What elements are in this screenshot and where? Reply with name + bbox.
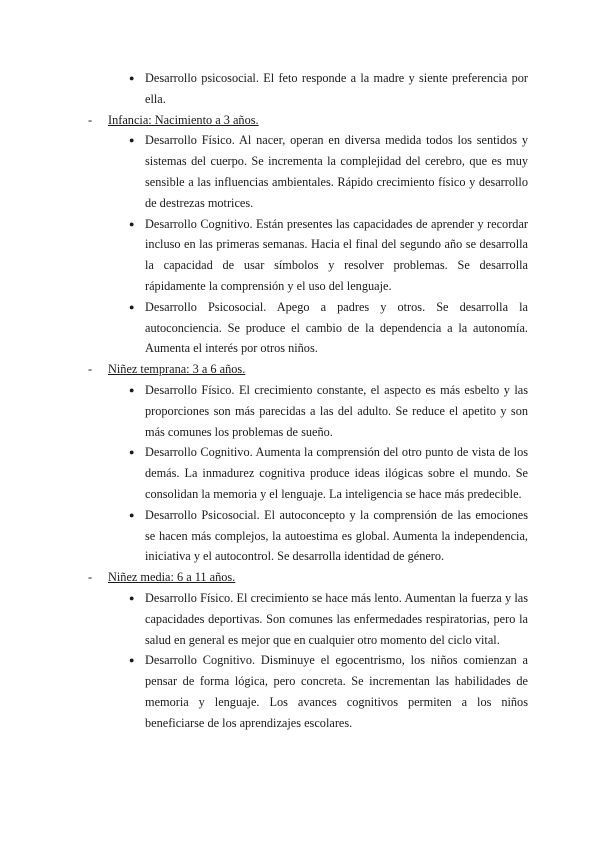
bullet-list <box>0 68 600 110</box>
list-item <box>129 442 528 504</box>
bullet-icon: ● <box>129 218 135 229</box>
list-item <box>129 650 528 733</box>
bullet-icon: ● <box>129 135 135 146</box>
bullet-list <box>0 588 600 734</box>
list-item-text: Desarrollo Psicosocial. Apego a padres y otros. Se desarrolla la autoconciencia. Se produce el cambio de la dependencia a la autonomía. Aumenta el interés por otros niños. <box>145 299 528 356</box>
section-heading-row <box>0 567 600 588</box>
section-heading: Infancia: Nacimiento a 3 años. <box>108 112 259 127</box>
section-heading: Niñez media: 6 a 11 años. <box>108 570 236 585</box>
bullet-icon: ● <box>129 384 135 395</box>
document-body <box>0 68 600 734</box>
list-item <box>129 380 528 442</box>
list-item-text: Desarrollo Físico. El crecimiento constante, el aspecto es más esbelto y las proporciones son más parecidas a las del adulto. Se reduce el apetito y son más comunes los problemas de sueño. <box>145 382 528 439</box>
list-item-text: Desarrollo Cognitivo. Aumenta la comprensión del otro punto de vista de los demás. La inmadurez cognitiva produce ideas ilógicas sobre el mundo. Se consolidan la memoria y el lenguaje. La inteligencia se hace más predecible. <box>145 445 528 501</box>
bullet-icon: ● <box>129 301 135 312</box>
list-item <box>129 505 528 567</box>
list-item <box>129 68 528 110</box>
dash-marker: - <box>88 570 93 585</box>
bullet-icon: ● <box>129 592 135 603</box>
list-item <box>129 588 528 650</box>
bullet-icon: ● <box>129 73 135 83</box>
list-item-text: Desarrollo Cognitivo. Están presentes las capacidades de aprender y recordar incluso en las primeras semanas. Hacia el final del segundo año se desarrolla la capacidad de usar símbolos y resolver problemas. Se desarrolla rápidamente la comprensión y el uso del lenguaje. <box>145 216 528 293</box>
bullet-list <box>0 380 600 567</box>
section-heading-row <box>0 110 600 131</box>
bullet-icon: ● <box>129 655 135 666</box>
bullet-icon: ● <box>129 447 135 458</box>
list-item-text: Desarrollo psicosocial. El feto responde a la madre y siente preferencia por ella. <box>145 71 528 106</box>
list-item-text: Desarrollo Físico. El crecimiento se hace más lento. Aumentan la fuerza y las capacidades deportivas. Son comunes las enfermedades respiratorias, pero la salud en general es mejor que en cualquier otro momento del ciclo vital. <box>145 590 528 647</box>
list-item-text: Desarrollo Psicosocial. El autoconcepto y la comprensión de las emociones se hacen más complejos, la autoestima es global. Aumenta la independencia, iniciativa y el autocontrol. Se desarrolla identidad de género. <box>145 507 528 564</box>
dash-marker: - <box>88 112 93 127</box>
bullet-list <box>0 130 600 359</box>
bullet-icon: ● <box>129 509 135 520</box>
list-item <box>129 214 528 297</box>
section-heading: Niñez temprana: 3 a 6 años. <box>108 362 246 377</box>
dash-marker: - <box>88 362 93 377</box>
list-item-text: Desarrollo Cognitivo. Disminuye el egocentrismo, los niños comienzan a pensar de forma lógica, pero concreta. Se incrementan las habilidades de memoria y lenguaje. Los avances cognitivos permiten a los niños beneficiarse de los aprendizajes escolares. <box>145 653 528 730</box>
list-item-text: Desarrollo Físico. Al nacer, operan en diversa medida todos los sentidos y sistemas del cuerpo. Se incrementa la complejidad del cerebro, que es muy sensible a las influencias ambientales. Rápido crecimiento físico y desarrollo de destrezas motrices. <box>145 133 528 210</box>
list-item <box>129 297 528 359</box>
section-heading-row <box>0 359 600 380</box>
list-item <box>129 130 528 213</box>
